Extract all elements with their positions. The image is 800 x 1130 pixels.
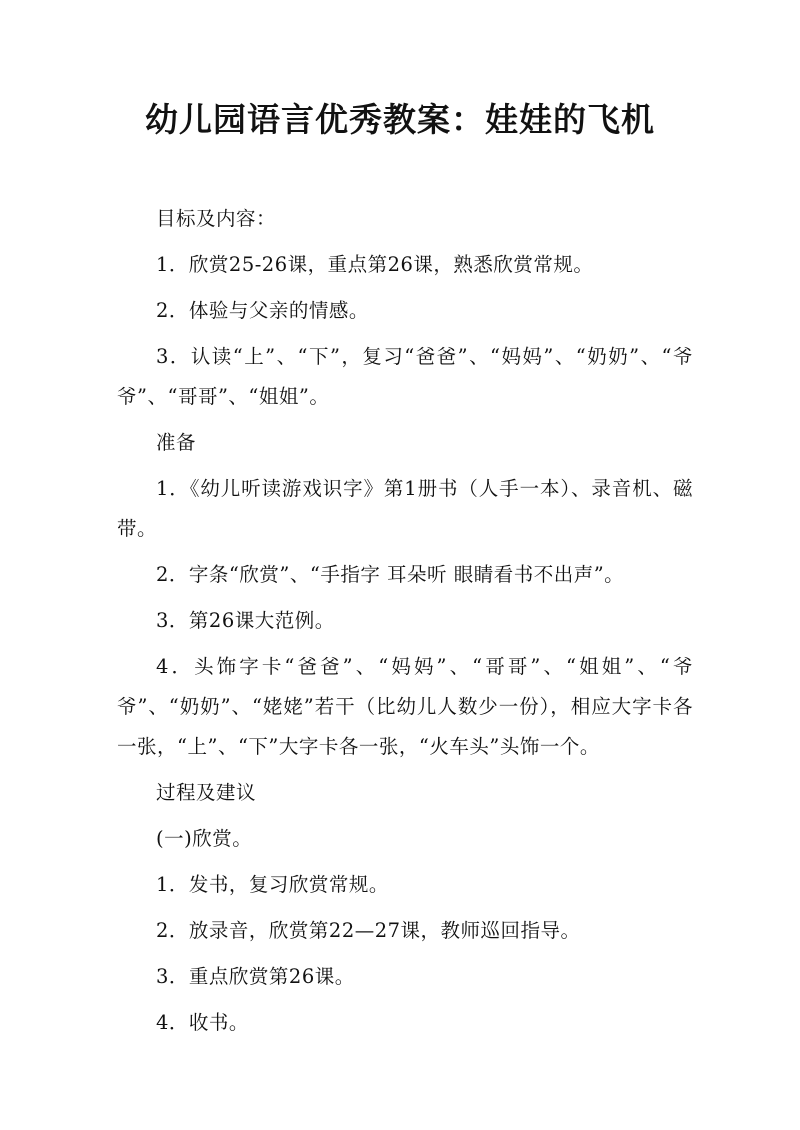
paragraph-process-step-1: 1．发书，复习欣赏常规。 — [156, 873, 389, 896]
paragraph-process-step-2: 2．放录音，欣赏第22—27课，教师巡回指导。 — [156, 919, 581, 942]
document-body — [117, 199, 693, 1049]
paragraph-process-step-4: 4．收书。 — [156, 1011, 249, 1034]
paragraph-goal-2: 2．体验与父亲的情感。 — [156, 299, 369, 322]
paragraph-preparation-3: 3．第26课大范例。 — [156, 609, 335, 632]
paragraph-preparation-1: 1．《幼儿听读游戏识字》第1册书（人手一本）、录音机、磁带。 — [117, 477, 693, 540]
paragraph-goals-heading: 目标及内容： — [156, 207, 277, 230]
document-title: 幼儿园语言优秀教案：娃娃的飞机 — [145, 100, 655, 139]
paragraph-goal-3: 3．认读“上”、“下”，复习“爸爸”、“妈妈”、“奶奶”、“爷爷”、“哥哥”、“姐姐”。 — [117, 345, 693, 408]
paragraph-process-step-3: 3．重点欣赏第26课。 — [156, 965, 355, 988]
paragraph-preparation-heading: 准备 — [156, 431, 197, 454]
paragraph-process-heading: 过程及建议 — [156, 781, 257, 804]
paragraph-preparation-4: 4．头饰字卡“爸爸”、“妈妈”、“哥哥”、“姐姐”、“爷爷”、“奶奶”、“姥姥”若干（比幼儿人数少一份），相应大字卡各一张，“上”、“下”大字卡各一张，“火车头”头饰一个。 — [117, 655, 693, 758]
paragraph-process-section-1: (一)欣赏。 — [156, 827, 253, 850]
paragraph-goal-1: 1．欣赏25-26课，重点第26课，熟悉欣赏常规。 — [156, 253, 594, 276]
paragraph-preparation-2: 2．字条“欣赏”、“手指字 耳朵听 眼睛看书不出声”。 — [156, 563, 625, 586]
